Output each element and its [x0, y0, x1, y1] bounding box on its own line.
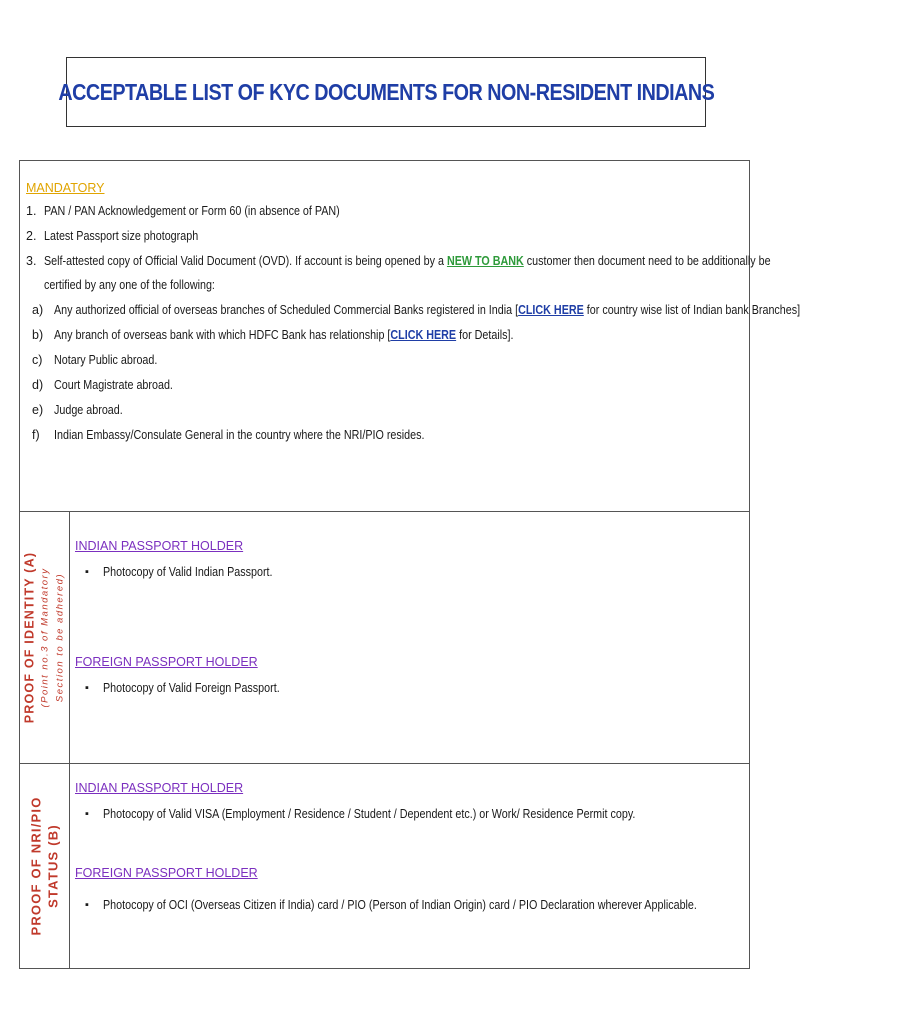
list-text-before: Any branch of overseas bank with which HDFC Bank has relationship [ — [54, 328, 391, 342]
indian-passport-holder-heading: INDIAN PASSPORT HOLDER — [75, 781, 244, 795]
list-text-after: for country wise list of Indian bank Branches] — [583, 303, 801, 317]
list-text-after: customer then document need to be additionally be — [526, 254, 771, 268]
list-item — [75, 561, 743, 583]
column-divider — [69, 511, 70, 969]
list-item — [26, 249, 771, 296]
page-title: ACCEPTABLE LIST OF KYC DOCUMENTS FOR NON-RESIDENT INDIANS — [58, 78, 714, 105]
list-item — [32, 298, 801, 323]
list-text — [54, 323, 513, 348]
list-item — [75, 803, 743, 825]
list-text: Photocopy of OCI (Overseas Citizen if India) card / PIO (Person of Indian Origin) card / PIO Declaration wherever Applicable. — [103, 898, 697, 912]
list-letter: d) — [32, 378, 44, 392]
status-indian-cell — [75, 781, 743, 825]
list-number: 1. — [26, 204, 37, 218]
identity-sublabel-2: Section to be adhered) — [54, 572, 65, 702]
list-text: Photocopy of Valid Foreign Passport. — [103, 681, 280, 695]
status-side-label — [20, 763, 69, 969]
identity-label: PROOF OF IDENTITY (A) — [22, 551, 36, 723]
indian-passport-holder-heading: INDIAN PASSPORT HOLDER — [75, 539, 244, 553]
row-divider — [20, 763, 749, 764]
click-here-link-details[interactable]: CLICK HERE — [390, 328, 457, 342]
mandatory-list — [26, 199, 771, 296]
list-text: Court Magistrate abroad. — [54, 378, 173, 392]
list-text: PAN / PAN Acknowledgement or Form 60 (in absence of PAN) — [44, 204, 340, 218]
status-foreign-cell — [75, 866, 743, 916]
list-item — [32, 398, 743, 423]
list-item — [32, 373, 743, 398]
list-letter: e) — [32, 403, 44, 417]
certifier-list — [32, 298, 801, 448]
list-text: Latest Passport size photograph — [44, 229, 199, 243]
list-text — [54, 298, 800, 323]
mandatory-heading: MANDATORY — [26, 181, 105, 195]
list-letter: b) — [32, 328, 44, 342]
identity-side-label — [20, 511, 69, 763]
list-letter: c) — [32, 353, 43, 367]
list-text: Indian Embassy/Consulate General in the country where the NRI/PIO resides. — [54, 428, 425, 442]
list-text: Photocopy of Valid Indian Passport. — [103, 565, 273, 579]
list-item — [75, 677, 743, 699]
foreign-passport-holder-heading: FOREIGN PASSPORT HOLDER — [75, 655, 258, 669]
list-text: Notary Public abroad. — [54, 353, 158, 367]
status-label-2: STATUS (B) — [45, 824, 61, 908]
list-text: Judge abroad. — [54, 403, 123, 417]
list-letter: f) — [32, 428, 40, 442]
foreign-passport-holder-heading: FOREIGN PASSPORT HOLDER — [75, 866, 258, 880]
list-number: 2. — [26, 229, 37, 243]
title-box — [58, 57, 714, 127]
list-text-before: Self-attested copy of Official Valid Document (OVD). If account is being opened by a — [44, 254, 444, 268]
click-here-link-branches[interactable]: CLICK HERE — [518, 303, 584, 317]
list-item — [26, 224, 743, 249]
identity-foreign-cell — [75, 655, 743, 699]
list-item — [32, 423, 743, 448]
list-item — [32, 348, 743, 373]
identity-indian-cell — [75, 539, 743, 583]
status-label-1: PROOF OF NRI/PIO — [28, 796, 44, 936]
list-item — [26, 199, 743, 224]
list-text-after: for Details]. — [456, 328, 514, 342]
list-text: Photocopy of Valid VISA (Employment / Residence / Student / Dependent etc.) or Work/ Residence Permit copy. — [103, 807, 636, 821]
kyc-table — [19, 160, 801, 969]
list-continuation: certified by any one of the following: — [44, 278, 215, 292]
identity-sublabel-1: (Point no.3 of Mandatory — [39, 566, 50, 708]
list-text-before: Any authorized official of overseas branches of Scheduled Commercial Banks registered in India [ — [54, 303, 519, 317]
row-divider — [20, 511, 749, 512]
list-item — [75, 894, 743, 916]
list-number: 3. — [26, 254, 37, 268]
list-item — [32, 323, 743, 348]
list-text — [44, 249, 771, 274]
new-to-bank-highlight: NEW TO BANK — [446, 254, 524, 268]
list-letter: a) — [32, 303, 44, 317]
mandatory-section — [26, 181, 801, 448]
